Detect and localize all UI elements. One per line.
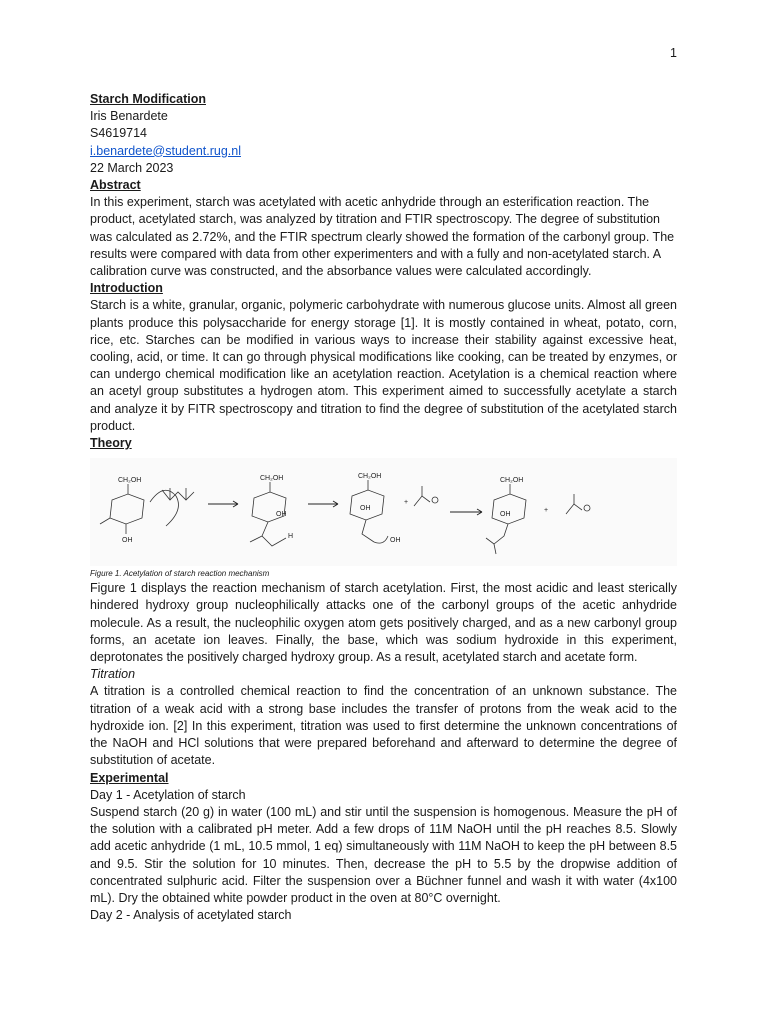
reaction-arrow-2	[308, 501, 338, 507]
reaction-arrow-1	[208, 501, 238, 507]
reaction-mechanism-figure	[90, 458, 677, 566]
abstract-heading: Abstract	[90, 178, 141, 193]
figure-caption: Figure 1. Acetylation of starch reaction mechanism	[90, 569, 270, 579]
abstract-text: In this experiment, starch was acetylated with acetic anhydride through an esterification reaction. The product, acetylated starch, was analyzed by titration and FTIR spectroscopy. The degree of substitution was calculated as 2.72%, and the FTIR spectrum clearly showed the formation of the carbonyl group. The results were compared with data from other experimenters and with a fully and non-acetylated starch. A calibration curve was constructed, and the absorbance values were calculated accordingly.	[90, 195, 675, 279]
email-link[interactable]: i.benardete@student.rug.nl	[90, 143, 241, 158]
acetylated-starch	[486, 484, 526, 554]
fig-oh-1: OH	[122, 537, 133, 545]
theory-heading: Theory	[90, 436, 132, 451]
fig-ch2oh-3: CH₂OH	[358, 473, 382, 481]
acetate-ion-2	[566, 494, 590, 514]
fig-oh-2: OH	[276, 511, 287, 519]
acetate-ion-1	[414, 486, 438, 506]
titration-heading: Titration	[90, 667, 136, 682]
fig-h-2: H	[288, 533, 294, 541]
day1-procedure: Suspend starch (20 g) in water (100 mL) and stir until the suspension is homogenous. Measure the pH of the solution with a calibrated pH meter. Add a few drops of 11M NaOH until the pH reaches 8.5. Slowly add acetic anhydride (1 mL, 10.5 mmol, 1 eq) simultaneously with 11M NaOH to keep the pH between 8.5 and 9.5. Stir the solution for 10 minutes. Then, decrease the pH to 5.5 by the dropwise addition of concentrated sulphuric acid. Filter the suspension over a Büchner funnel and wash it with water (4x100 mL). Dry the obtained white powder product in the oven at 80°C overnight.	[90, 804, 677, 905]
document-title: Starch Modification	[90, 92, 206, 106]
fig-plus-1: +	[404, 499, 409, 507]
fig-oh-4: OH	[390, 537, 401, 545]
introduction-heading: Introduction	[90, 281, 163, 296]
starch-molecule-1	[100, 484, 178, 534]
fig-ch2oh-2: CH₂OH	[260, 475, 284, 483]
student-id: S4619714	[90, 126, 148, 141]
experimental-heading: Experimental	[90, 770, 169, 785]
fig-oh-5: OH	[500, 511, 511, 519]
fig-plus-2: +	[544, 507, 549, 515]
fig-ch2oh-4: CH₂OH	[500, 477, 524, 485]
day1-heading: Day 1 - Acetylation of starch	[90, 787, 246, 802]
document-body	[90, 91, 677, 924]
reaction-arrow-3	[450, 509, 482, 515]
introduction-text: Starch is a white, granular, organic, polymeric carbohydrate with numerous glucose units. Almost all green plants produce this polysaccharide for energy storage [1]. It is mostly contained in wheat, potato, corn, rice, etc. Starches can be modified in various ways to increase their stability against excessive heat, cooling, acid, or time. It can go through physical modifications like cooking, can be treated by enzymes, or can undergo chemical modification like an acetylation reaction. Acetylation is a chemical reaction where an acetyl group substitutes a hydrogen atom. This experiment aimed to successfully acetylate a starch and analyze it by FITR spectroscopy and titration to find the degree of substitution of the acetylated starch product.	[90, 298, 677, 433]
titration-text: A titration is a controlled chemical reaction to find the concentration of an unknown substance. The titration of a weak acid with a strong base includes the transfer of protons from the weak acid to the hydroxide ion. [2] In this experiment, titration was used to first determine the unknown concentrations of the NaOH and HCl solutions that were prepared beforehand and afterward to determine the degree of substitution of acetate.	[90, 684, 677, 768]
fig-oh-3: OH	[360, 505, 371, 513]
document-date: 22 March 2023	[90, 160, 174, 175]
day2-heading: Day 2 - Analysis of acetylated starch	[90, 908, 292, 923]
acetic-anhydride	[162, 488, 194, 500]
page-number: 1	[670, 46, 677, 60]
theory-paragraph: Figure 1 displays the reaction mechanism of starch acetylation. First, the most acidic and least sterically hindered hydroxy group nucleophilically attacks one of the carbonyl groups of the acetic anhydride molecule. As a result, the nucleophilic oxygen atom gets positively charged, and as a new carbonyl group forms, an acetate ion leaves. Finally, the base, which was sodium hydroxide in this experiment, deprotonates the positively charged hydroxy group. As a result, acetylated starch and acetate form.	[90, 581, 677, 665]
fig-ch2oh-1: CH₂OH	[118, 477, 142, 485]
author-name: Iris Benardete	[90, 109, 168, 124]
